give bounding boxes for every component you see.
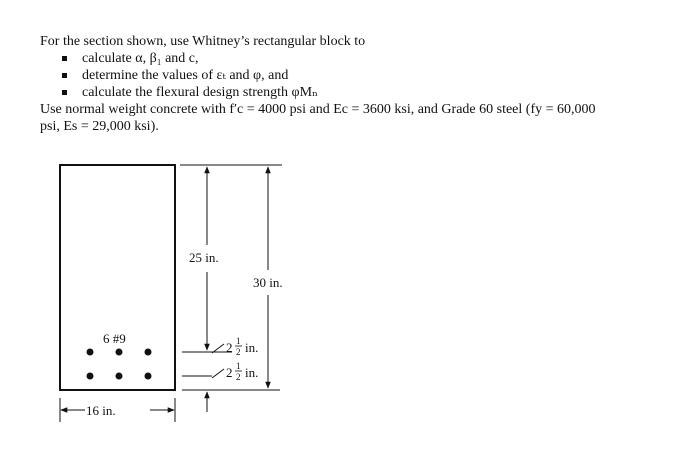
beam-cross-section	[60, 165, 175, 390]
material-properties: Use normal weight concrete with f′c = 4000 psi and Ec = 3600 ksi, and Grade 60 steel (fy = 60,000	[40, 102, 596, 117]
problem-intro: For the section shown, use Whitney’s rectangular block to	[40, 34, 366, 49]
svg-text:2: 2	[226, 365, 233, 380]
svg-text:in.: in.	[245, 365, 259, 380]
rebar	[116, 373, 123, 380]
spacing-label-1	[226, 336, 258, 357]
svg-text:1: 1	[236, 361, 241, 371]
rebar	[116, 349, 123, 356]
svg-text:2: 2	[236, 347, 241, 357]
rebar-label: 6 #9	[103, 331, 126, 346]
task-item: calculate the flexural design strength φMₙ	[62, 84, 670, 101]
task-item: calculate α, β₁ and c,	[62, 50, 670, 67]
depth-label: 25 in.	[189, 250, 219, 265]
height-label: 30 in.	[253, 275, 283, 290]
svg-text:2: 2	[236, 372, 241, 382]
rebar-group	[87, 349, 152, 380]
rebar	[87, 373, 94, 380]
material-properties-cont: psi, Es = 29,000 ksi).	[40, 119, 159, 134]
svg-text:2: 2	[226, 340, 233, 355]
spacing-leader-2	[212, 369, 224, 378]
spacing-label-2	[226, 361, 258, 382]
rebar	[145, 373, 152, 380]
width-label: 16 in.	[86, 403, 116, 418]
svg-text:in.: in.	[245, 340, 259, 355]
rebar	[87, 349, 94, 356]
task-item: determine the values of εₜ and φ, and	[62, 67, 670, 84]
svg-text:1: 1	[236, 336, 241, 346]
rebar	[145, 349, 152, 356]
